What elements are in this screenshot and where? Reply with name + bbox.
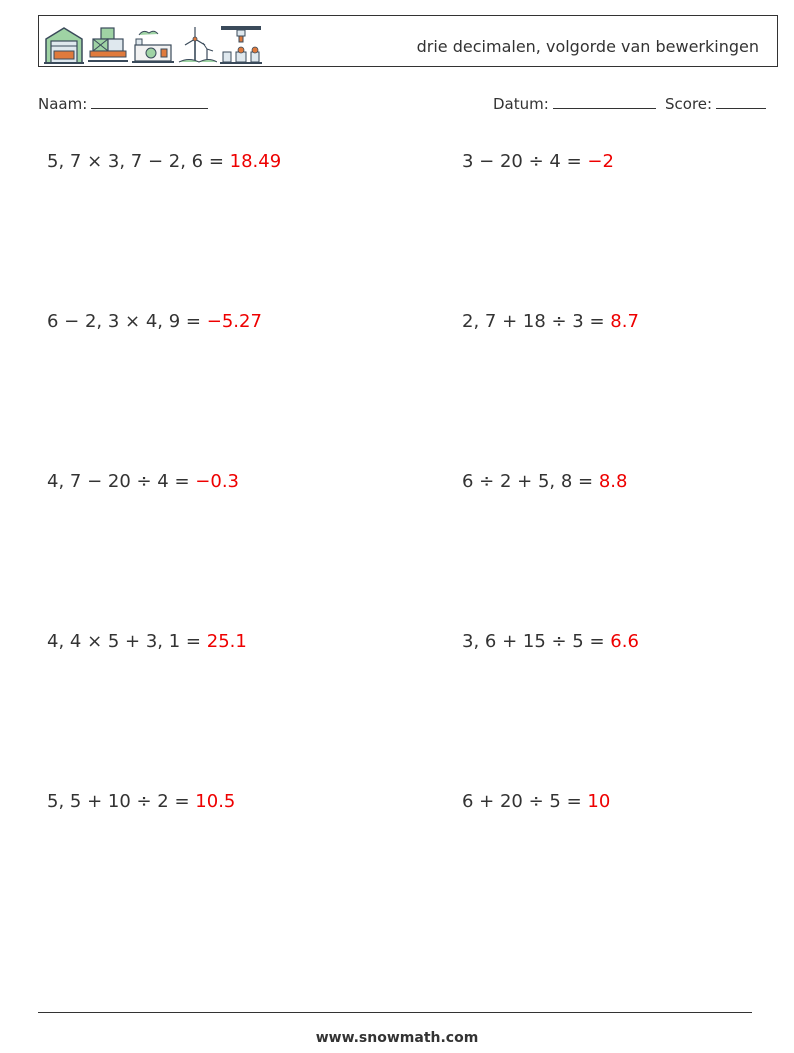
problem-expression: 4, 7 − 20 ÷ 4 = <box>47 471 190 492</box>
date-label: Datum: <box>493 95 549 113</box>
problem-answer: 10.5 <box>195 791 236 812</box>
industrial-press-icon <box>219 25 263 65</box>
problem-expression: 5, 5 + 10 ÷ 2 = <box>47 791 190 812</box>
problem-3 <box>47 311 262 332</box>
problem-1 <box>47 151 281 172</box>
factory-icon <box>131 25 175 65</box>
score-label: Score: <box>665 95 713 113</box>
pallet-crates-icon <box>87 25 129 65</box>
problem-expression: 5, 7 × 3, 7 − 2, 6 = <box>47 151 224 172</box>
problem-answer: 25.1 <box>206 631 247 652</box>
problem-answer: −5.27 <box>206 311 262 332</box>
problem-4 <box>462 311 639 332</box>
problem-7 <box>47 631 247 652</box>
name-blank <box>91 94 208 109</box>
problem-expression: 3, 6 + 15 ÷ 5 = <box>462 631 605 652</box>
problem-6 <box>462 471 627 492</box>
score-field <box>665 94 766 113</box>
footer-url[interactable]: www.snowmath.com <box>315 1030 479 1046</box>
score-blank <box>716 94 766 109</box>
problem-expression: 6 ÷ 2 + 5, 8 = <box>462 471 594 492</box>
problem-expression: 3 − 20 ÷ 4 = <box>462 151 582 172</box>
footer-divider <box>38 1012 752 1013</box>
problem-5 <box>47 471 239 492</box>
warehouse-icon <box>43 25 85 65</box>
problem-expression: 6 + 20 ÷ 5 = <box>462 791 582 812</box>
problem-expression: 6 − 2, 3 × 4, 9 = <box>47 311 202 332</box>
problem-9 <box>47 791 235 812</box>
problem-answer: 10 <box>587 791 611 812</box>
problem-10 <box>462 791 610 812</box>
problem-answer: 6.6 <box>610 631 639 652</box>
problem-answer: 18.49 <box>229 151 282 172</box>
problem-2 <box>462 151 614 172</box>
problem-expression: 2, 7 + 18 ÷ 3 = <box>462 311 605 332</box>
problem-answer: −2 <box>587 151 614 172</box>
header-icon-strip <box>43 19 263 65</box>
name-field <box>38 94 208 113</box>
problem-8 <box>462 631 639 652</box>
problem-answer: 8.7 <box>610 311 639 332</box>
problem-answer: −0.3 <box>195 471 240 492</box>
worksheet-header <box>38 15 778 67</box>
date-blank <box>553 94 656 109</box>
name-label: Naam: <box>38 95 88 113</box>
date-field <box>493 94 656 113</box>
problem-answer: 8.8 <box>598 471 628 492</box>
wind-turbine-icon <box>177 25 217 65</box>
worksheet-title: drie decimalen, volgorde van bewerkingen <box>416 37 759 56</box>
problem-expression: 4, 4 × 5 + 3, 1 = <box>47 631 202 652</box>
